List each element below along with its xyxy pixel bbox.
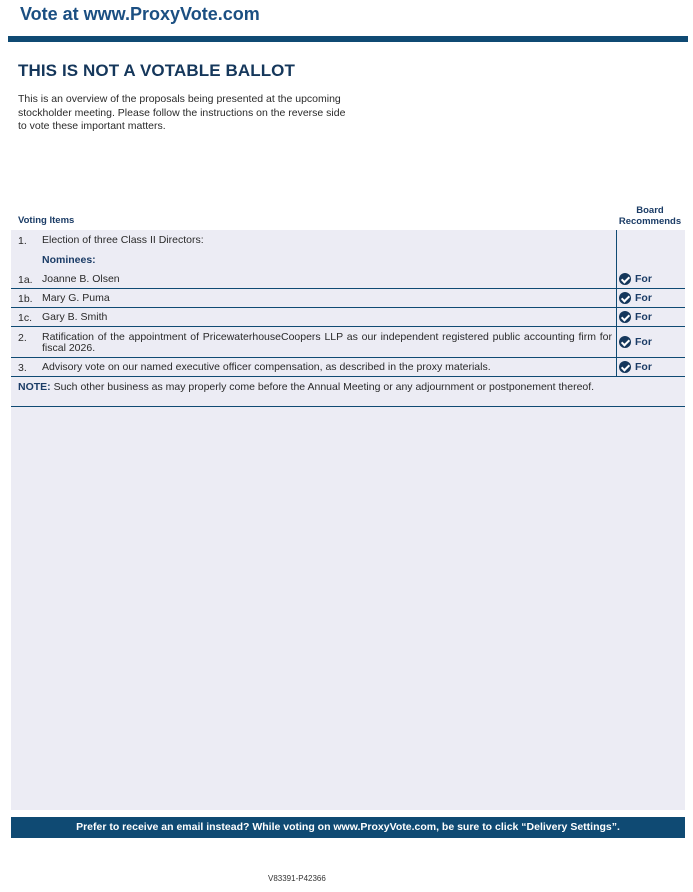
header-bar bbox=[8, 36, 688, 42]
recommendation-label: For bbox=[635, 336, 652, 348]
intro-text: This is an overview of the proposals being presented at the upcoming stockholder meeting. Please follow the instructions on the reverse side to vote these important matters. bbox=[18, 93, 346, 132]
recommendation bbox=[619, 311, 652, 323]
proposal-2-row bbox=[11, 327, 685, 357]
note-label: NOTE: bbox=[18, 381, 51, 393]
nominee-row bbox=[11, 269, 685, 288]
proposal-text: Advisory vote on our named executive officer compensation, as described in the proxy materials. bbox=[42, 361, 491, 373]
note-text: Such other business as may properly come before the Annual Meeting or any adjournment or postponement thereof. bbox=[53, 381, 595, 393]
recommendation-label: For bbox=[635, 361, 652, 373]
nominee-name: Mary G. Puma bbox=[42, 292, 110, 304]
check-circle-icon bbox=[619, 273, 631, 285]
recommendation bbox=[619, 292, 652, 304]
proposal-text: Election of three Class II Directors: bbox=[42, 234, 204, 246]
nominee-name: Joanne B. Olsen bbox=[42, 273, 120, 285]
recommendation-label: For bbox=[635, 292, 652, 304]
check-circle-icon bbox=[619, 361, 631, 373]
recommendation bbox=[619, 361, 652, 373]
footer-banner: Prefer to receive an email instead? While voting on www.ProxyVote.com, be sure to click “Delivery Settings”. bbox=[11, 817, 685, 838]
page-title: THIS IS NOT A VOTABLE BALLOT bbox=[18, 61, 295, 80]
nominee-row bbox=[11, 289, 685, 307]
column-header-board-recommends: Board Recommends bbox=[618, 205, 682, 227]
proposal-number: 3. bbox=[18, 362, 27, 374]
nominee-number: 1c. bbox=[18, 312, 33, 324]
header-title[interactable]: Vote at www.ProxyVote.com bbox=[20, 4, 260, 24]
proposal-1-row bbox=[11, 230, 685, 269]
row-divider bbox=[11, 376, 685, 377]
recommendation-label: For bbox=[635, 311, 652, 323]
recommendation-label: For bbox=[635, 273, 652, 285]
nominee-number: 1b. bbox=[18, 293, 33, 305]
proposal-text: Ratification of the appointment of PricewaterhouseCoopers LLP as our independent registered public accounting firm for fiscal 2026. bbox=[42, 331, 612, 354]
row-divider bbox=[11, 406, 685, 407]
document-code: V83391-P42366 bbox=[268, 874, 326, 883]
check-circle-icon bbox=[619, 336, 631, 348]
nominee-name: Gary B. Smith bbox=[42, 311, 108, 323]
recommendation bbox=[619, 273, 652, 285]
proposal-number: 2. bbox=[18, 332, 27, 344]
proposal-3-row bbox=[11, 358, 685, 376]
nominee-number: 1a. bbox=[18, 274, 33, 286]
check-circle-icon bbox=[619, 311, 631, 323]
nominee-row bbox=[11, 308, 685, 326]
column-header-voting-items: Voting Items bbox=[18, 215, 75, 226]
recommendation bbox=[619, 336, 652, 348]
check-circle-icon bbox=[619, 292, 631, 304]
proposal-number: 1. bbox=[18, 235, 27, 247]
note bbox=[18, 381, 610, 393]
nominees-label: Nominees: bbox=[42, 254, 96, 266]
